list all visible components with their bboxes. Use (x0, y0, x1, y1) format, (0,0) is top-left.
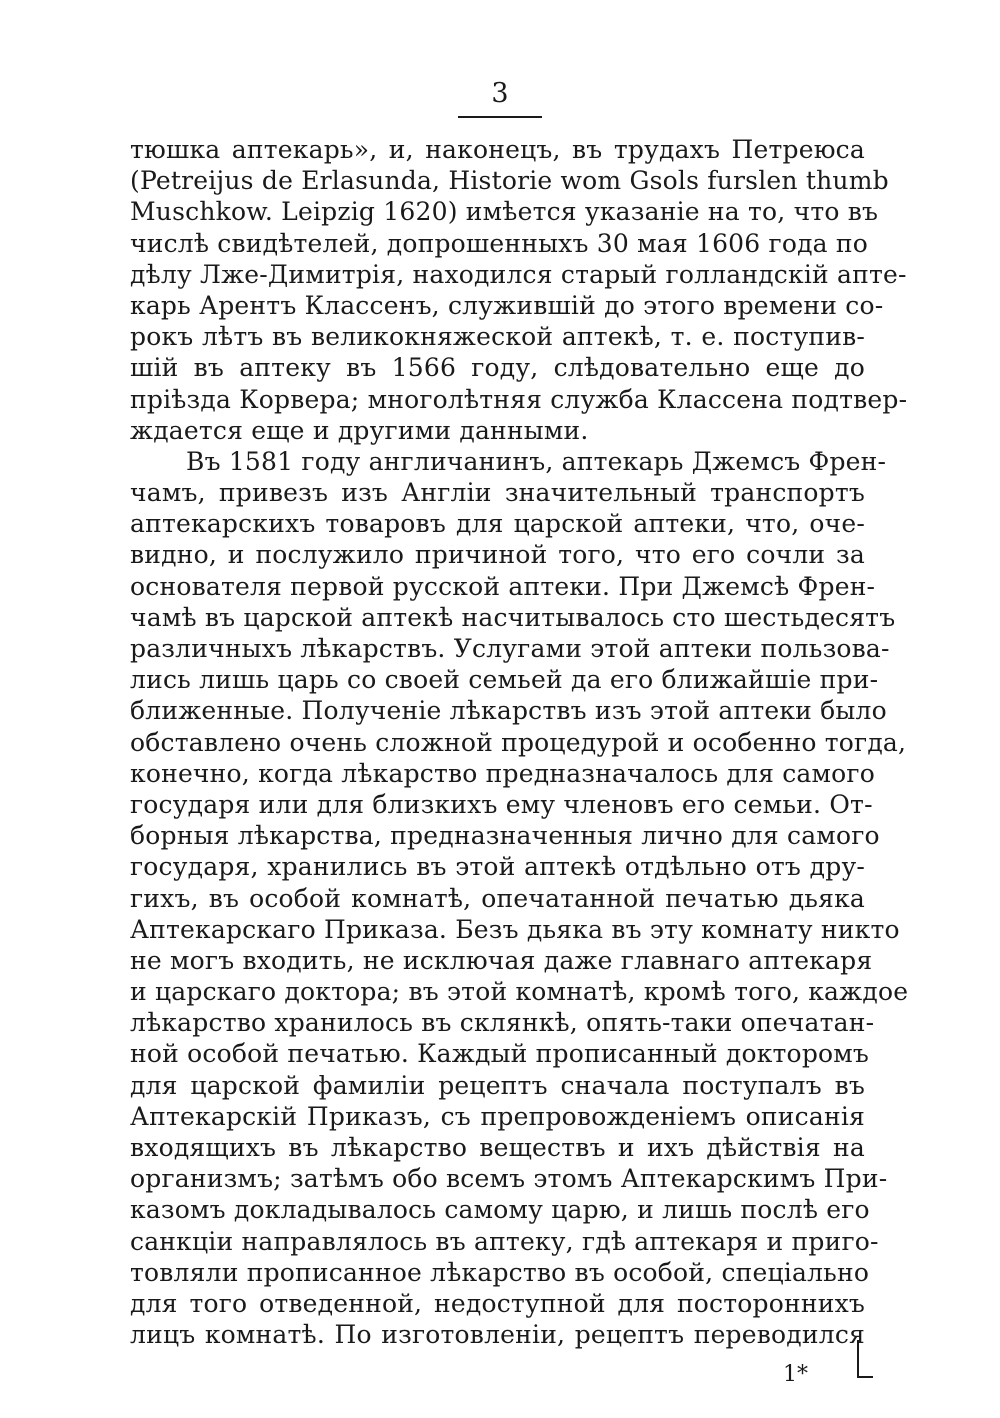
header-rule (458, 116, 542, 118)
text-line: дѣлу Лже-Димитрія, находился старый голландскій апте- (130, 259, 907, 289)
text-line: Въ 1581 году англичанинъ, аптекарь Джемсъ Френ- (186, 446, 887, 476)
text-line: борныя лѣкарства, предназначенныя лично для самого (130, 821, 880, 851)
text-line: товляли прописанное лѣкарство въ особой, спеціально (130, 1257, 870, 1287)
text-line: числѣ свидѣтелей, допрошенныхъ 30 мая 1606 года по (130, 228, 869, 258)
text-line: организмъ; затѣмъ обо всемъ этомъ Аптекарскимъ При- (130, 1164, 888, 1194)
text-line: карь Арентъ Классенъ, служившій до этого времени со- (130, 290, 884, 320)
text-line: шій въ аптеку въ 1566 году, слѣдовательно еще до (130, 353, 865, 383)
text-line: для того отведенной, недоступной для постороннихъ (130, 1288, 865, 1318)
text-line: государя, хранились въ этой аптекѣ отдѣльно отъ дру- (130, 852, 865, 882)
text-line: гихъ, въ особой комнатѣ, опечатанной печатью дьяка (130, 883, 865, 913)
text-line: основателя первой русской аптеки. При Джемсѣ Френ- (130, 571, 876, 601)
text-line: Muschkow. Leipzig 1620) имѣется указаніе на то, что въ (130, 197, 879, 227)
page-edge-mark (857, 1340, 879, 1378)
text-line: обставлено очень сложной процедурой и особенно тогда, (130, 727, 907, 757)
text-line: лѣкарство хранилось въ склянкѣ, опять-таки опечатан- (130, 1008, 875, 1038)
text-line: входящихъ въ лѣкарство веществъ и ихъ дѣйствія на (130, 1133, 865, 1162)
text-line: пріѣзда Корвера; многолѣтняя служба Классена подтвер- (130, 384, 908, 414)
text-line: аптекарскихъ товаровъ для царской аптеки, что, оче- (130, 509, 865, 539)
text-line: конечно, когда лѣкарство предназначалось для самого (130, 758, 875, 788)
text-line: видно, и послужило причиной того, что его сочли за (130, 540, 865, 570)
text-line: чамъ, привезъ изъ Англіи значительный транспортъ (130, 478, 865, 508)
text-line: санкціи направлялось въ аптеку, гдѣ аптекаря и приго- (130, 1226, 879, 1256)
text-line: тюшка аптекарь», и, наконецъ, въ трудахъ Петреюса (130, 135, 865, 164)
page-number: 3 (491, 78, 509, 109)
text-line: не могъ входить, не исключая даже главнаго аптекаря (130, 945, 873, 975)
signature-mark: 1* (783, 1362, 808, 1387)
paragraph-1 (130, 134, 908, 446)
paragraph-2 (130, 446, 909, 1350)
text-line: государя или для близкихъ ему членовъ его семьи. От- (130, 789, 873, 819)
text-line: лись лишь царь со своей семьей да его ближайшіе при- (130, 665, 879, 695)
text-line: и царскаго доктора; въ этой комнатѣ, кромѣ того, каждое (130, 977, 909, 1007)
text-line: Аптекарскій Приказъ, съ препровожденіемъ описанія (130, 1101, 865, 1131)
text-line: ной особой печатью. Каждый прописанный докторомъ (130, 1039, 870, 1069)
text-line: чамѣ въ царской аптекѣ насчитывалось сто шестьдесятъ (130, 602, 896, 632)
text-line: Аптекарскаго Приказа. Безъ дьяка въ эту комнату никто (130, 914, 900, 944)
text-line: различныхъ лѣкарствъ. Услугами этой аптеки пользова- (130, 634, 890, 663)
text-line: лицъ комнатѣ. По изготовленіи, рецептъ переводился (130, 1320, 865, 1350)
text-line: для царской фамиліи рецептъ сначала поступалъ въ (130, 1070, 865, 1100)
text-line: ждается еще и другими данными. (130, 415, 589, 445)
text-line: (Petreijus de Erlasunda, Historie wom Gsols furslen thumb (130, 166, 889, 196)
body-text (130, 134, 909, 1350)
text-line: рокъ лѣтъ въ великокняжеской аптекѣ, т. е. поступив- (130, 322, 865, 352)
text-line: казомъ докладывалось самому царю, и лишь послѣ его (130, 1195, 870, 1225)
text-line: ближенные. Полученіе лѣкарствъ изъ этой аптеки было (130, 696, 887, 726)
